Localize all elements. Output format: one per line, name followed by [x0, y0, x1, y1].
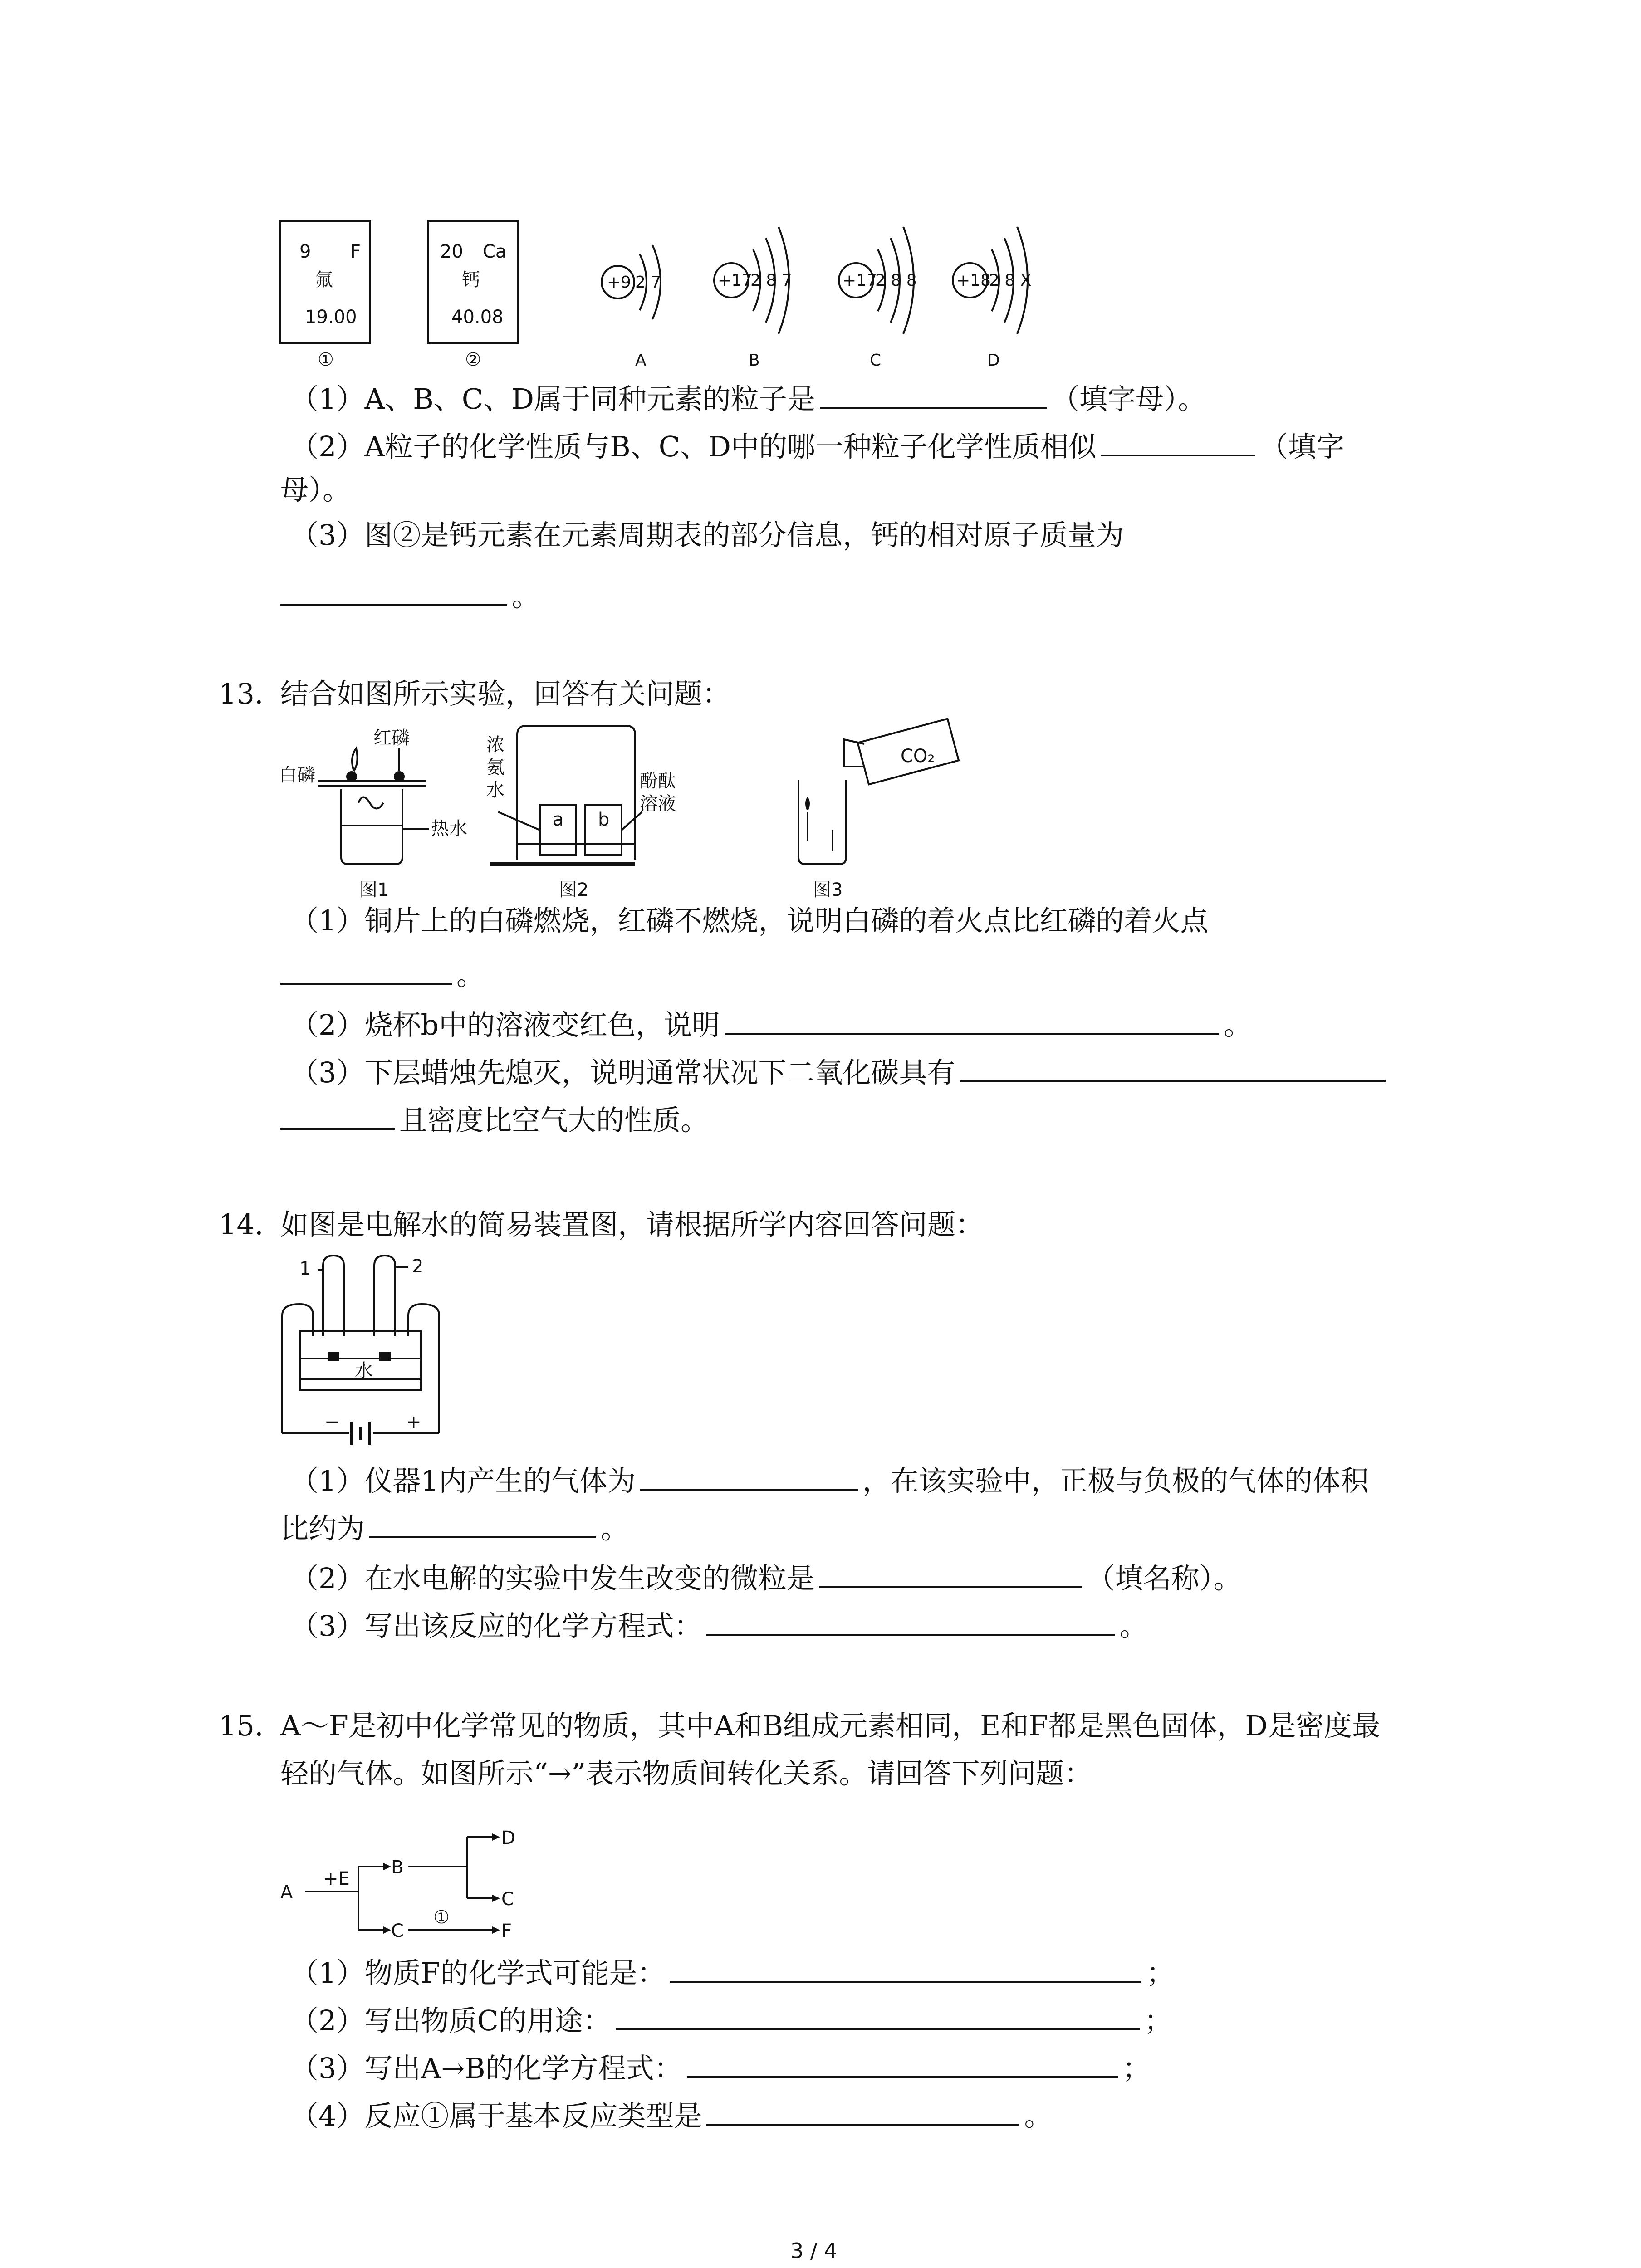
fig13-hot-water: 热水	[431, 818, 467, 839]
atom-c-label: C	[870, 351, 882, 370]
atom-a-nucleus: +9	[607, 273, 632, 292]
card1-num: 9	[299, 241, 311, 262]
q14-p3-text: （3）写出该反应的化学方程式：	[290, 1609, 702, 1642]
q15-p2-text: （2）写出物质C的用途：	[290, 2004, 611, 2037]
q13-number: 13.	[219, 677, 264, 710]
q13-p3-suffix: 且密度比空气大的性质。	[399, 1104, 709, 1137]
atom-b-shells: 2 8 7	[750, 271, 792, 290]
fig15-f: F	[501, 1921, 512, 1941]
fig13-cap2: 图2	[559, 880, 589, 900]
atom-c-nucleus: +17	[843, 271, 877, 290]
q12-p3-text: （3）图②是钙元素在元素周期表的部分信息，钙的相对原子质量为	[290, 518, 1124, 552]
q14-number: 14.	[219, 1208, 264, 1241]
fig15-one: ①	[433, 1907, 450, 1928]
fig13-ammonia-3: 水	[486, 780, 505, 801]
q15-part1	[290, 1953, 1174, 1991]
fig13-phenol-2: 溶液	[640, 793, 676, 814]
q15-p2-blank[interactable]	[616, 2000, 1140, 2030]
q15-p1-blank[interactable]	[670, 1953, 1141, 1983]
q14-p2-suffix: （填名称）。	[1087, 1562, 1242, 1595]
fig13-cap3: 图3	[813, 880, 843, 900]
q14-p3-suffix: 。	[1119, 1609, 1148, 1642]
q13-p1-text: （1）铜片上的白磷燃烧，红磷不燃烧，说明白磷的着火点比红磷的着火点	[290, 904, 1209, 937]
card2-name: 钙	[462, 269, 480, 290]
card1-sym: F	[350, 241, 361, 262]
q15-p3-blank[interactable]	[687, 2048, 1118, 2078]
q12-p2-cont: 母）。	[280, 473, 351, 506]
q14-p1-text: （1）仪器1内产生的气体为	[290, 1464, 636, 1497]
atom-b-label: B	[749, 351, 760, 370]
card2-sym: Ca	[483, 241, 507, 262]
atom-d-label: D	[987, 351, 1000, 370]
q15-p1-suffix: ；	[1146, 1956, 1175, 1989]
fig15-c1: C	[501, 1889, 514, 1910]
q14-p1-suffix: 。	[601, 1512, 629, 1545]
fig13-ammonia-1: 浓	[486, 734, 505, 755]
q12-p1-suffix: （填字母）。	[1051, 382, 1206, 415]
fig13-phenol-1: 酚酞	[640, 771, 676, 792]
fig14-plus: +	[406, 1412, 421, 1432]
fig14-label-2: 2	[412, 1256, 424, 1277]
card2-num: 20	[440, 241, 463, 262]
atom-d-shells: 2 8 X	[989, 271, 1032, 290]
fig15-c2: C	[391, 1921, 404, 1941]
q14-p1-text-b: 比约为	[280, 1512, 365, 1545]
q15-p3-suffix: ；	[1122, 2052, 1151, 2085]
page-number: 3 / 4	[790, 2239, 838, 2263]
fig14-label-1: 1	[299, 1258, 311, 1279]
fig13-white-p: 白磷	[279, 765, 315, 786]
fig15-e: +E	[323, 1868, 350, 1889]
q15-part2	[290, 2000, 1172, 2039]
card2-mass: 40.08	[451, 307, 504, 327]
fig15-a: A	[280, 1882, 293, 1903]
fig13-beaker-b: b	[598, 809, 610, 830]
q12-p1-text: （1）A、B、C、D属于同种元素的粒子是	[290, 382, 815, 415]
fig14-minus: −	[324, 1412, 340, 1432]
fig13-cap1: 图1	[359, 880, 389, 900]
q12-p3-suffix: 。	[512, 580, 540, 613]
q13-p3-text: （3）下层蜡烛先熄灭，说明通常状况下二氧化碳具有	[290, 1056, 955, 1089]
atom-a-shells: 2 7	[635, 273, 661, 292]
fig14-water: 水	[355, 1360, 373, 1381]
q15-line2: 轻的气体。如图所示“→”表示物质间转化关系。请回答下列问题：	[280, 1757, 1092, 1790]
q15-part4	[290, 2096, 1052, 2134]
q15-p4-blank[interactable]	[706, 2096, 1019, 2126]
fig15-b: B	[391, 1857, 404, 1878]
fig13-ammonia-2: 氨	[486, 757, 505, 778]
atom-b-nucleus: +17	[718, 271, 752, 290]
q15-p1-text: （1）物质F的化学式可能是：	[290, 1956, 666, 1989]
q15-p4-text: （4）反应①属于基本反应类型是	[290, 2099, 702, 2132]
fig15-d: D	[501, 1828, 515, 1848]
card1-name: 氟	[315, 269, 333, 290]
q14-p1-mid: ，在该实验中，正极与负极的气体的体积	[862, 1464, 1369, 1497]
q15-line1: A～F是初中化学常见的物质，其中A和B组成元素相同，E和F都是黑色固体，D是密度最	[280, 1709, 1381, 1742]
q13-p2-text: （2）烧杯b中的溶液变红色，说明	[290, 1008, 720, 1041]
fig13-beaker-a: a	[553, 809, 564, 830]
q13-title: 结合如图所示实验，回答有关问题：	[280, 677, 731, 710]
fig13-co2: CO₂	[901, 746, 935, 767]
card1-mass: 19.00	[305, 307, 357, 327]
q14-title: 如图是电解水的简易装置图，请根据所学内容回答问题：	[280, 1208, 984, 1241]
card2-label: ②	[465, 349, 481, 370]
atom-c-shells: 2 8 8	[875, 271, 917, 290]
q14-p2-text: （2）在水电解的实验中发生改变的微粒是	[290, 1562, 815, 1595]
q13-p1-suffix: 。	[456, 958, 485, 992]
q13-p2-suffix: 。	[1224, 1008, 1252, 1041]
q15-p2-suffix: ；	[1144, 2004, 1172, 2037]
q12-p2-text: （2）A粒子的化学性质与B、C、D中的哪一种粒子化学性质相似	[290, 430, 1097, 463]
q12-p2-suffix: （填字	[1259, 430, 1344, 463]
atom-a-label: A	[635, 351, 647, 370]
q15-part3	[290, 2048, 1151, 2087]
q15-p4-suffix: 。	[1024, 2099, 1053, 2132]
atom-d-nucleus: +18	[956, 271, 991, 290]
q15-p3-text: （3）写出A→B的化学方程式：	[290, 2052, 682, 2085]
card1-label: ①	[318, 349, 334, 370]
q15-number: 15.	[219, 1709, 264, 1742]
fig13-red-p: 红磷	[373, 728, 410, 748]
